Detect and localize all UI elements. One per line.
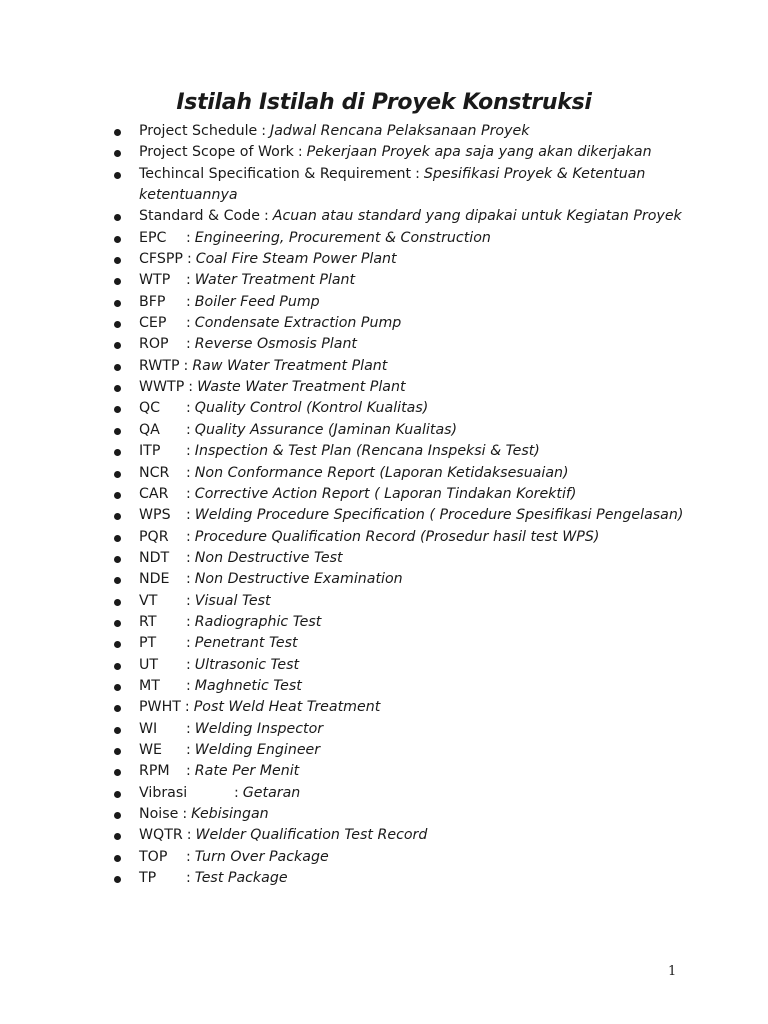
bullet-icon [114, 214, 121, 221]
term-label: TP [139, 870, 157, 887]
bullet-icon [114, 812, 121, 819]
term-meaning: Welding Procedure Specification ( Procedure Spesifikasi Pengelasan) [194, 507, 684, 524]
bullet-icon [114, 406, 121, 413]
term-label: RT [139, 613, 157, 630]
term-separator: : [186, 528, 191, 545]
term-label: CAR [139, 485, 169, 502]
list-item [110, 420, 690, 441]
term-separator: : [188, 379, 194, 396]
term-meaning: Quality Control (Kontrol Kualitas) [194, 400, 429, 417]
bullet-icon [114, 257, 121, 264]
bullet-icon [114, 876, 121, 883]
list-item [110, 228, 690, 249]
list-item [110, 356, 690, 377]
term-meaning: Radiographic Test [194, 613, 322, 630]
list-item [110, 441, 690, 462]
list-item [110, 783, 690, 804]
bullet-icon [114, 620, 121, 627]
list-item [110, 505, 690, 526]
term-separator: : [186, 549, 191, 566]
bullet-icon [114, 855, 121, 862]
bullet-icon [114, 150, 121, 157]
term-separator: : [186, 827, 192, 844]
term-separator: : [186, 229, 191, 246]
term-separator: : [186, 507, 191, 524]
term-label: CEP [139, 315, 167, 332]
term-separator: : [186, 293, 191, 310]
bullet-icon [114, 364, 121, 371]
term-meaning: Raw Water Treatment Plant [192, 357, 388, 374]
term-meaning: Coal Fire Steam Power Plant [195, 251, 397, 268]
term-label: PQR [139, 528, 169, 545]
bullet-icon [114, 278, 121, 285]
list-item [110, 868, 690, 889]
term-separator: : [183, 357, 189, 374]
bullet-icon [114, 321, 121, 328]
list-item [110, 463, 690, 484]
bullet-icon [114, 492, 121, 499]
term-separator: : [234, 784, 239, 801]
term-label: VT [139, 592, 158, 609]
list-item [110, 804, 690, 825]
term-separator: : [186, 251, 192, 268]
list-item [110, 270, 690, 291]
list-item [110, 206, 690, 227]
term-label: ROP [139, 336, 169, 353]
term-label: Vibrasi [139, 784, 188, 801]
list-item [110, 334, 690, 355]
term-separator: : [186, 443, 191, 460]
list-item [110, 484, 690, 505]
list-item [110, 676, 690, 697]
term-separator: : [186, 848, 191, 865]
term-meaning: Welding Inspector [194, 720, 324, 737]
term-label: Standard & Code [139, 208, 260, 225]
list-item [110, 847, 690, 868]
term-meaning: Welding Engineer [194, 741, 321, 758]
term-meaning: Jadwal Rencana Pelaksanaan Proyek [270, 123, 530, 139]
term-label: BFP [139, 293, 166, 310]
term-label: QC [139, 400, 161, 417]
term-separator: : [186, 421, 191, 438]
list-item [110, 292, 690, 313]
term-meaning: Inspection & Test Plan (Rencana Inspeksi & Test) [194, 443, 540, 460]
bullet-icon [114, 748, 121, 755]
list-item [110, 548, 690, 569]
term-separator: : [297, 144, 303, 161]
list-item [110, 719, 690, 740]
term-label: EPC [139, 229, 167, 246]
list-item [110, 633, 690, 654]
list-item [110, 612, 690, 633]
term-meaning: Rate Per Menit [194, 763, 300, 780]
term-label: NDE [139, 571, 170, 588]
list-item [110, 164, 690, 207]
term-label: WPS [139, 507, 171, 524]
bullet-icon [114, 449, 121, 456]
term-meaning: Non Destructive Examination [194, 571, 403, 588]
term-meaning: Penetrant Test [194, 635, 298, 652]
term-separator: : [184, 699, 190, 716]
term-separator: : [186, 315, 191, 332]
bullet-icon [114, 705, 121, 712]
term-meaning: Procedure Qualification Record (Prosedur hasil test WPS) [194, 528, 600, 545]
term-meaning: Visual Test [194, 592, 271, 609]
term-meaning: Water Treatment Plant [194, 272, 356, 289]
term-separator: : [186, 677, 191, 694]
term-meaning: Engineering, Procurement & Construction [194, 229, 491, 246]
term-separator: : [186, 272, 191, 289]
list-item [110, 569, 690, 590]
bullet-icon [114, 535, 121, 542]
term-separator: : [186, 464, 191, 481]
term-label: WI [139, 720, 158, 737]
bullet-icon [114, 641, 121, 648]
term-meaning: Non Destructive Test [194, 549, 343, 566]
term-meaning: Corrective Action Report ( Laporan Tindakan Korektif) [194, 485, 577, 502]
term-meaning: Boiler Feed Pump [194, 293, 320, 310]
term-meaning: Quality Assurance (Jaminan Kualitas) [194, 421, 458, 438]
bullet-icon [114, 833, 121, 840]
term-separator: : [186, 720, 191, 737]
term-separator: : [263, 208, 269, 225]
term-meaning: Pekerjaan Proyek apa saja yang akan dikerjakan [306, 144, 652, 161]
bullet-icon [114, 385, 121, 392]
term-label: RWTP [139, 357, 180, 374]
term-separator: : [415, 165, 420, 182]
bullet-icon [114, 791, 121, 798]
term-meaning: Test Package [194, 870, 288, 887]
bullet-icon [114, 556, 121, 563]
term-separator: : [186, 400, 191, 417]
term-label: WWTP [139, 379, 185, 396]
term-separator: : [186, 635, 191, 652]
bullet-icon [114, 769, 121, 776]
bullet-icon [114, 727, 121, 734]
term-meaning: Reverse Osmosis Plant [194, 336, 357, 353]
term-label: NCR [139, 464, 170, 481]
term-label: ITP [139, 443, 161, 460]
bullet-icon [114, 300, 121, 307]
term-label: CFSPP [139, 251, 183, 268]
term-separator: : [182, 806, 188, 822]
list-item [110, 313, 690, 334]
term-label: WQTR [139, 827, 183, 844]
term-meaning: Non Conformance Report (Laporan Ketidaksesuaian) [194, 464, 569, 481]
term-separator: : [186, 485, 191, 502]
bullet-icon [114, 236, 121, 243]
term-separator: : [186, 571, 191, 588]
term-label: TOP [139, 848, 168, 865]
term-meaning: Turn Over Package [194, 848, 329, 865]
term-separator: : [186, 592, 191, 609]
term-meaning: Condensate Extraction Pump [194, 315, 402, 332]
bullet-icon [114, 663, 121, 670]
term-label: QA [139, 421, 160, 438]
term-label: UT [139, 656, 159, 673]
page-number: 1 [668, 964, 677, 979]
term-label: WE [139, 741, 162, 758]
list-item [110, 142, 690, 163]
term-meaning: Welder Qualification Test Record [195, 827, 428, 844]
term-label: Noise [139, 806, 179, 822]
term-separator: : [186, 741, 191, 758]
term-meaning: Post Weld Heat Treatment [193, 699, 381, 716]
term-label: Project Scope of Work [139, 144, 294, 161]
term-meaning: Ultrasonic Test [194, 656, 300, 673]
term-meaning: Acuan atau standard yang dipakai untuk Kegiatan Proyek [272, 208, 682, 225]
bullet-icon [114, 684, 121, 691]
list-item [110, 655, 690, 676]
document-title: Istilah Istilah di Proyek Konstruksi [176, 90, 592, 115]
bullet-icon [114, 172, 121, 179]
term-separator: : [186, 613, 191, 630]
bullet-icon [114, 471, 121, 478]
bullet-icon [114, 342, 121, 349]
list-item [110, 740, 690, 761]
term-separator: : [261, 123, 267, 139]
list-item [110, 825, 690, 846]
list-item [110, 697, 690, 718]
term-label: WTP [139, 272, 171, 289]
bullet-icon [114, 599, 121, 606]
term-separator: : [186, 870, 191, 887]
term-separator: : [186, 336, 191, 353]
term-label: Project Schedule [139, 123, 258, 139]
bullet-icon [114, 577, 121, 584]
list-item [110, 761, 690, 782]
term-meaning: Waste Water Treatment Plant [197, 379, 406, 396]
list-item [110, 121, 690, 142]
term-meaning: Kebisingan [191, 806, 269, 822]
term-meaning: Maghnetic Test [194, 677, 302, 694]
list-item [110, 249, 690, 270]
list-item [110, 527, 690, 548]
bullet-icon [114, 129, 121, 136]
term-separator: : [186, 763, 191, 780]
term-label: MT [139, 677, 160, 694]
term-label: PWHT [139, 699, 181, 716]
term-label: Techincal Specification & Requirement [139, 165, 412, 182]
bullet-icon [114, 513, 121, 520]
term-label: NDT [139, 549, 170, 566]
term-meaning: Getaran [242, 784, 301, 801]
list-item [110, 377, 690, 398]
term-meaning: Spesifikasi Proyek & Ketentuan ketentuannya [139, 165, 646, 204]
list-item [110, 591, 690, 612]
term-separator: : [186, 656, 191, 673]
list-item [110, 398, 690, 419]
bullet-icon [114, 428, 121, 435]
term-list [110, 121, 690, 889]
term-label: PT [139, 635, 157, 652]
term-label: RPM [139, 763, 170, 780]
